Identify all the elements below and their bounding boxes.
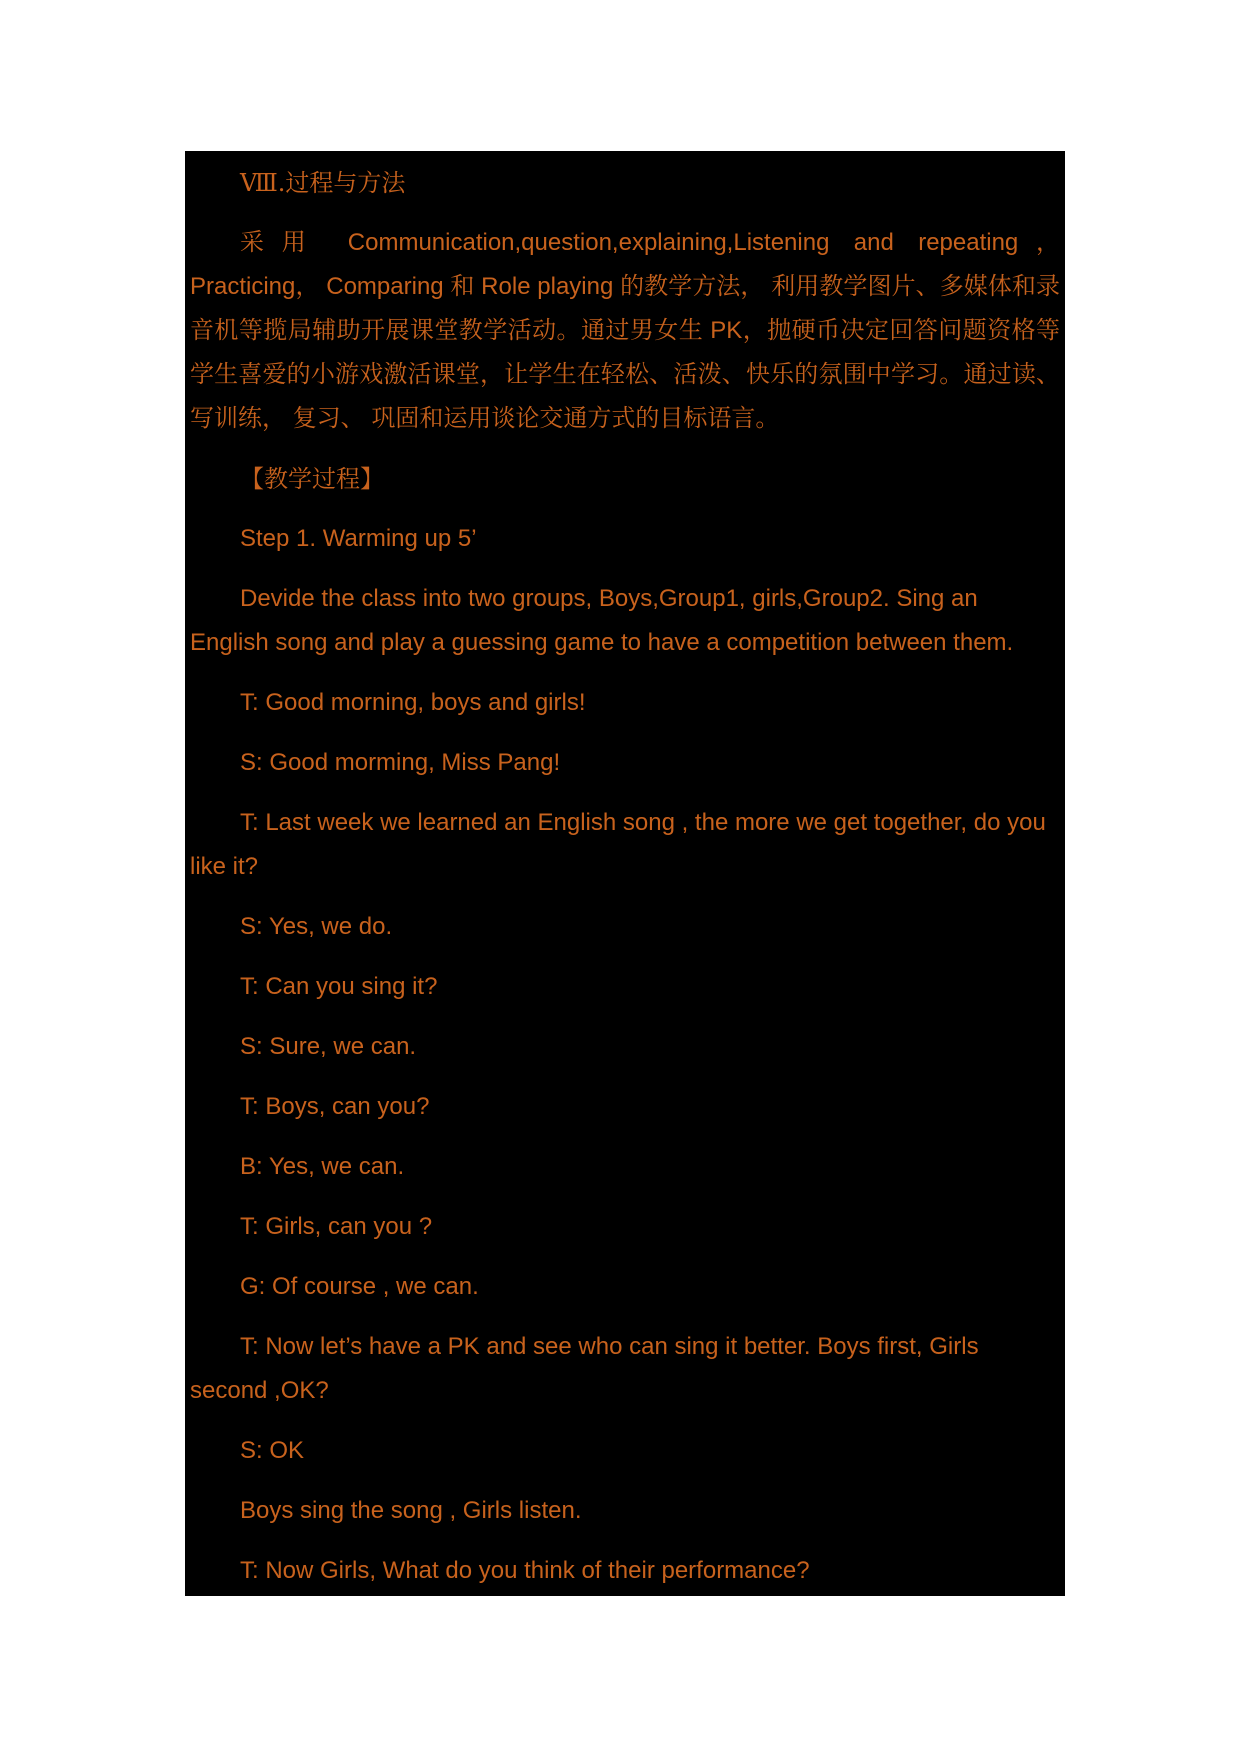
intro-paragraph: Devide the class into two groups, Boys,Group1, girls,Group2. Sing an English song and play a guessing game to have a competition between them. [190, 585, 1014, 656]
dialogue-line: T: Now Girls, What do you think of their performance? [240, 1557, 810, 1584]
dialogue-line: T: Now let’s have a PK and see who can sing it better. Boys first, Girls second ,OK? [190, 1333, 979, 1404]
dialogue-line: S: Sure, we can. [240, 1033, 417, 1060]
dialogue-line: S: OK [240, 1437, 305, 1464]
method-paragraph: 采用 Communication,question,explaining,Listening and repeating，Practicing， Comparing 和 Role playing 的教学方法， 利用教学图片、多媒体和录音机等揽局辅助开展课堂教学活动。通过男女生 PK，抛硬币决定回答问题资格等学生喜爱的小游戏激活课堂，让学生在轻松、活泼、快乐的氛围中学习。通过读、写训练， 复习、 巩固和运用谈论交通方式的目标语言。 [190, 229, 1060, 432]
document-content-block [185, 151, 1065, 1596]
dialogue-line: B: Yes, we can. [240, 1153, 405, 1180]
dialogue-line: T: Can you sing it? [240, 973, 438, 1000]
heading-process-methods: Ⅷ.过程与方法 [240, 169, 406, 197]
dialogue-line: Boys sing the song , Girls listen. [240, 1497, 582, 1524]
dialogue-line: G: Of course , we can. [240, 1273, 479, 1300]
section-title-teaching-process: 【教学过程】 [240, 465, 384, 493]
dialogue-line: T: Boys, can you? [240, 1093, 430, 1120]
dialogue-line: T: Good morning, boys and girls! [240, 689, 586, 716]
dialogue-line: S: Good morming, Miss Pang! [240, 749, 561, 776]
step-title: Step 1. Warming up 5’ [240, 525, 477, 552]
dialogue-line: T: Last week we learned an English song , the more we get together, do you like it? [190, 809, 1046, 880]
dialogue-line: T: Girls, can you ? [240, 1213, 433, 1240]
dialogue-line: S: Yes, we do. [240, 913, 393, 940]
